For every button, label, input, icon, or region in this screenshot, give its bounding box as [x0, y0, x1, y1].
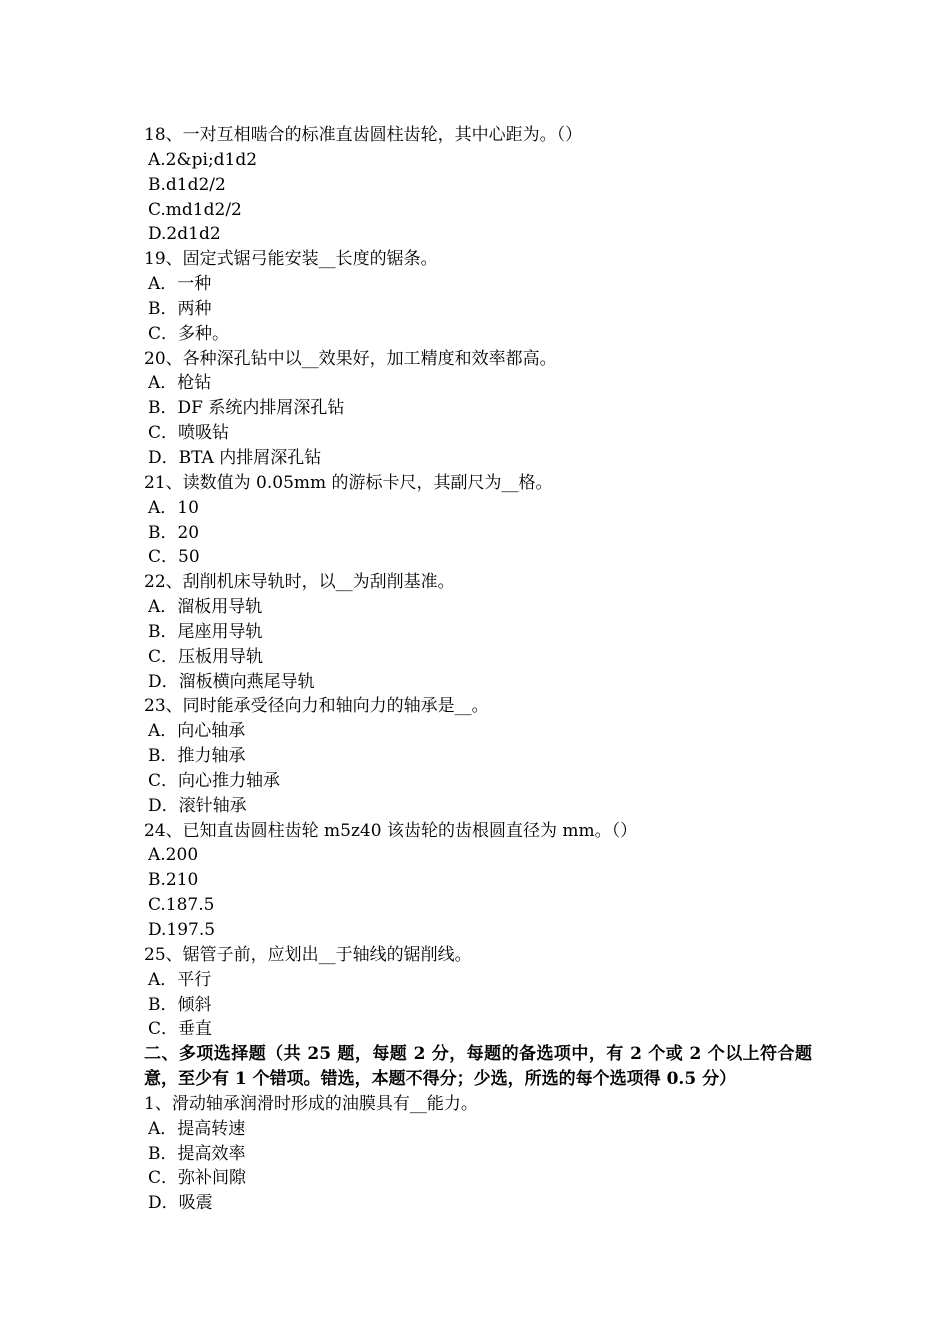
- answer-option: A．提高转速: [148, 1118, 246, 1139]
- question-text: 20、各种深孔钻中以__效果好，加工精度和效率都高。: [144, 348, 557, 369]
- answer-option: D.197.5: [148, 920, 216, 940]
- answer-option: D.2d1d2: [148, 224, 221, 245]
- answer-option: A．溜板用导轨: [148, 597, 263, 618]
- question-text: 18、一对互相啮合的标准直齿圆柱齿轮，其中心距为。（）: [144, 125, 583, 145]
- question-text: 21、读数值为 0.05mm 的游标卡尺，其副尺为__格。: [144, 472, 553, 493]
- answer-option: D．溜板横向燕尾导轨: [148, 671, 315, 692]
- answer-option: D．滚针轴承: [148, 795, 247, 816]
- answer-option: B．提高效率: [148, 1143, 246, 1164]
- answer-option: C．压板用导轨: [148, 646, 264, 667]
- answer-option: D．BTA 内排屑深孔钻: [148, 447, 322, 468]
- answer-option: B．尾座用导轨: [148, 621, 263, 642]
- answer-option: A．枪钻: [148, 373, 212, 394]
- answer-option: A．10: [148, 497, 199, 518]
- question-text: 25、锯管子前，应划出__于轴线的锯削线。: [144, 944, 472, 965]
- answer-option: C．垂直: [148, 1019, 213, 1040]
- answer-option: A.2&pi;d1d2: [148, 149, 258, 170]
- answer-option: B.d1d2/2: [148, 174, 226, 195]
- answer-option: C．向心推力轴承: [148, 770, 281, 791]
- answer-option: C．多种。: [148, 323, 230, 344]
- answer-option: C.187.5: [148, 895, 215, 916]
- answer-option: A．一种: [148, 274, 212, 295]
- answer-option: A．向心轴承: [148, 721, 246, 742]
- section-heading: 二、多项选择题（共 25 题，每题 2 分，每题的备选项中，有 2 个或 2 个以上符合题意，至少有 1 个错项。错选，本题不得分；少选，所选的每个选项得 0.5 分）: [144, 1044, 812, 1090]
- answer-option: C.md1d2/2: [148, 199, 242, 220]
- question-text: 1、滑动轴承润滑时形成的油膜具有__能力。: [144, 1093, 478, 1114]
- answer-option: B.210: [148, 870, 199, 891]
- document-body: [144, 123, 816, 1216]
- answer-option: C．50: [148, 547, 200, 568]
- answer-option: B．倾斜: [148, 994, 212, 1015]
- answer-option: A．平行: [148, 969, 212, 990]
- answer-option: B．DF 系统内排屑深孔钻: [148, 398, 345, 419]
- answer-option: C．喷吸钻: [148, 423, 230, 444]
- answer-option: B．推力轴承: [148, 746, 246, 767]
- answer-option: B．20: [148, 522, 200, 543]
- answer-option: A.200: [148, 845, 199, 866]
- question-text: 19、固定式锯弓能安装__长度的锯条。: [144, 249, 438, 270]
- question-text: 24、已知直齿圆柱齿轮 m5z40 该齿轮的齿根圆直径为 mm。（）: [144, 820, 638, 841]
- question-text: 23、同时能承受径向力和轴向力的轴承是__。: [144, 696, 489, 717]
- answer-option: D．吸震: [148, 1193, 213, 1214]
- question-text: 22、刮削机床导轨时，以__为刮削基准。: [144, 572, 455, 593]
- answer-option: B．两种: [148, 298, 212, 319]
- answer-option: C．弥补间隙: [148, 1168, 247, 1189]
